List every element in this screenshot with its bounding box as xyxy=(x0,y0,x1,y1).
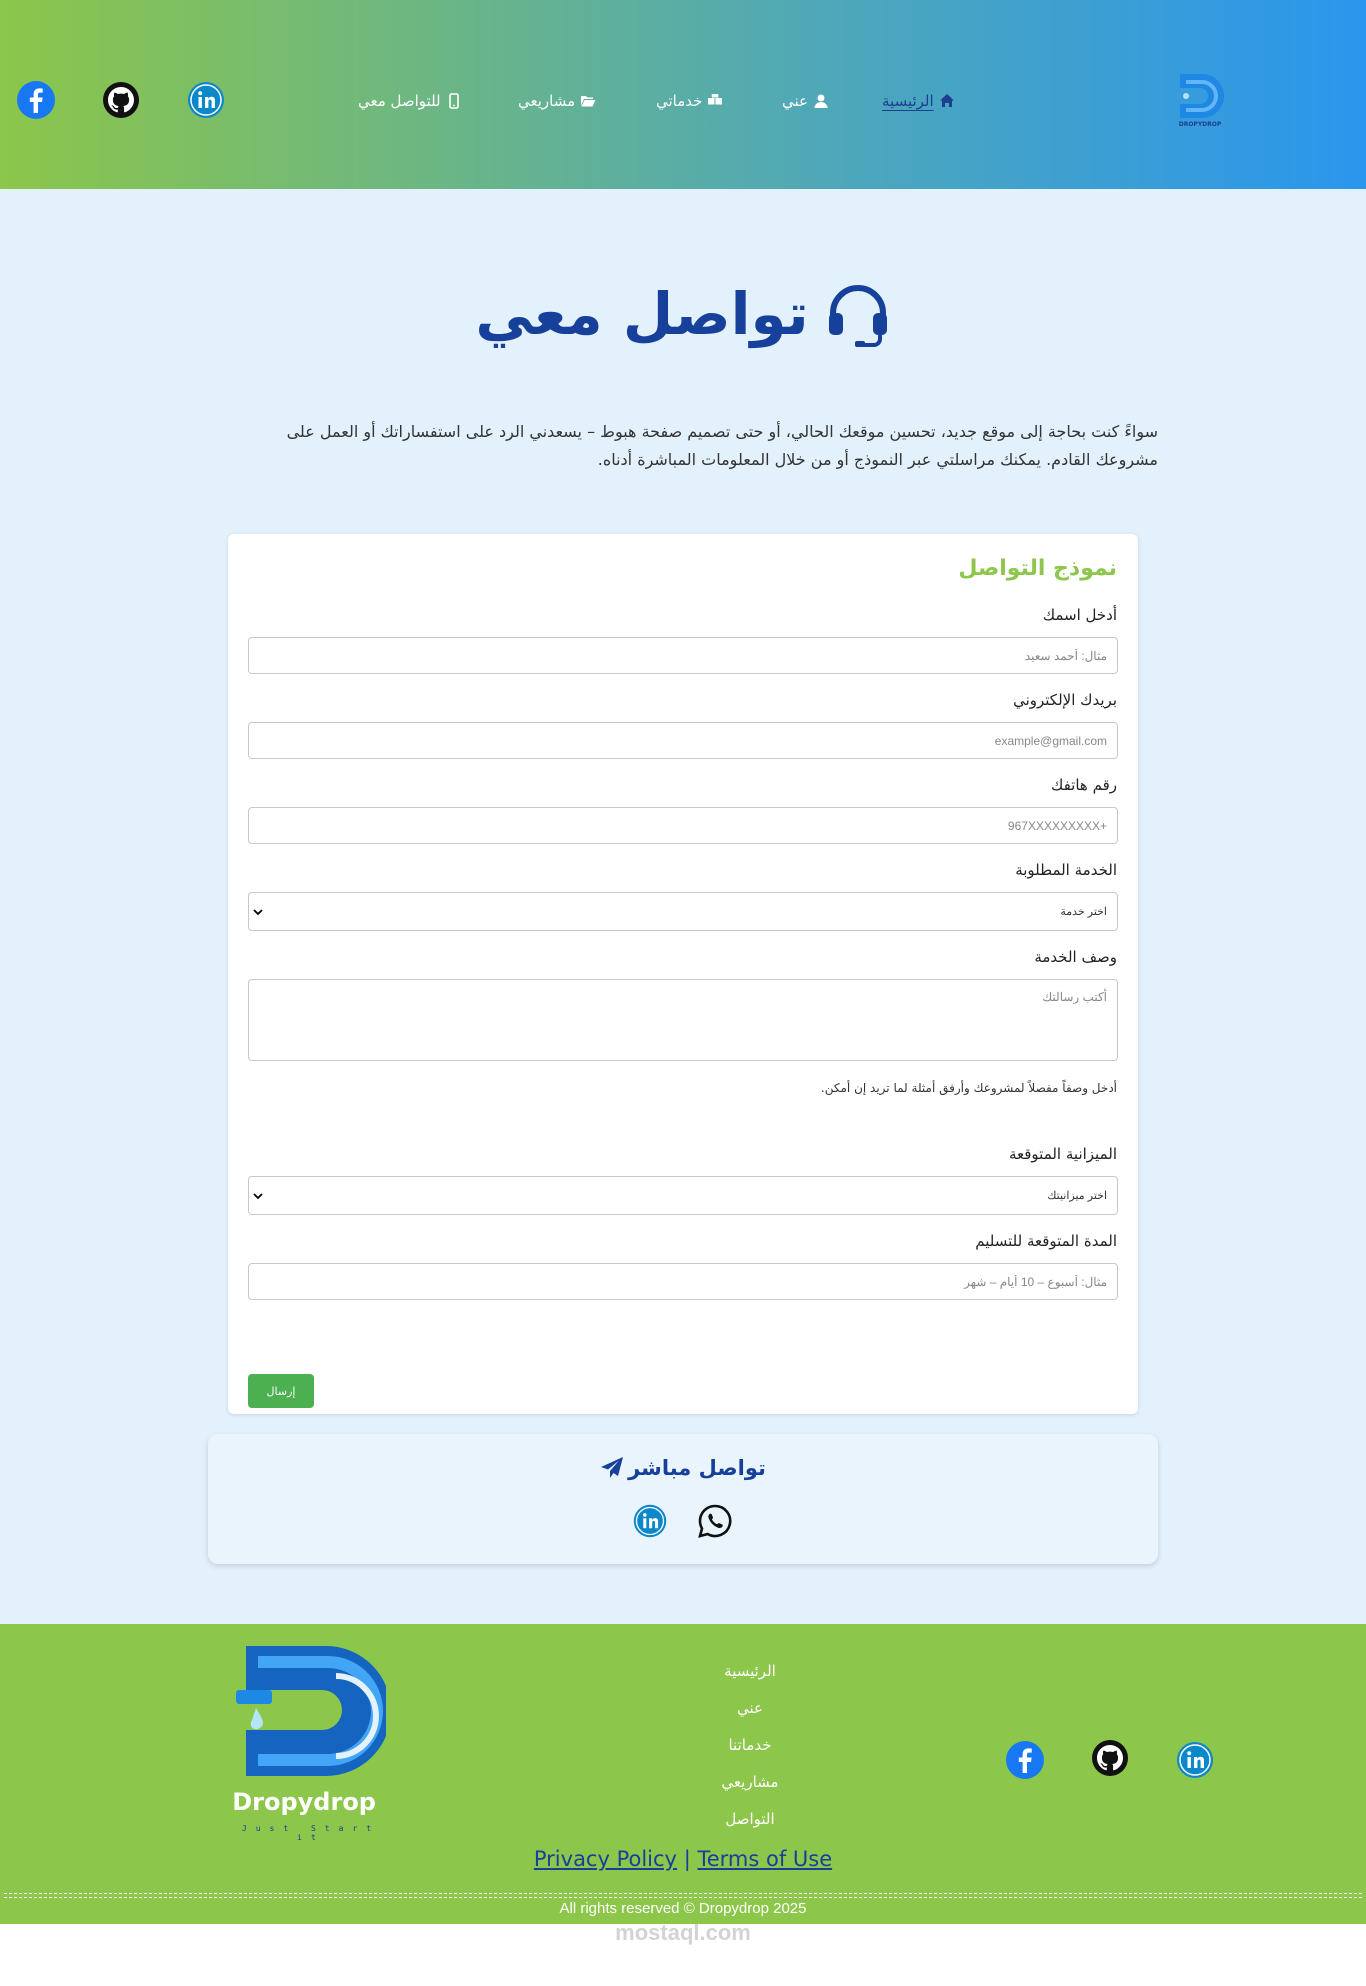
user-icon xyxy=(813,93,829,109)
email-input[interactable] xyxy=(248,722,1118,759)
legal-links xyxy=(0,1847,1366,1871)
copyright-text: All rights reserved © Dropydrop 2025 xyxy=(559,1900,807,1917)
nav-about[interactable] xyxy=(782,92,829,110)
chevron-down-icon xyxy=(252,906,264,918)
linkedin-icon[interactable] xyxy=(1175,1740,1215,1780)
folder-open-icon xyxy=(580,93,596,109)
desc-label: وصف الخدمة xyxy=(1034,948,1117,966)
nav-services-label: خدماتي xyxy=(656,92,703,110)
linkedin-icon[interactable] xyxy=(186,80,226,120)
boxes-icon xyxy=(707,93,723,109)
nav-projects-label: مشاريعي xyxy=(518,92,576,110)
nav-projects[interactable] xyxy=(518,92,596,110)
name-label: أدخل اسمك xyxy=(1042,606,1117,624)
nav-about-label: عني xyxy=(782,92,808,110)
nav-contact[interactable] xyxy=(358,92,462,110)
intro-text: سواءً كنت بحاجة إلى موقع جديد، تحسين موقعك الحالي، أو حتى تصميم صفحة هبوط – يسعدني الرد على استفساراتك أو العمل على مشروعك القادم. يمكنك مراسلتي عبر النموذج أو من خلال المعلومات المباشرة أدناه. xyxy=(286,422,1158,469)
duration-label: المدة المتوقعة للتسليم xyxy=(975,1232,1117,1250)
facebook-icon[interactable] xyxy=(16,80,56,120)
submit-button[interactable]: إرسال xyxy=(248,1374,314,1408)
desc-textarea[interactable] xyxy=(248,979,1118,1061)
home-icon xyxy=(939,93,955,109)
desc-hint: أدخل وصفاً مفصلاً لمشروعك وأرفق أمثلة لما تريد إن أمكن. xyxy=(820,1081,1117,1095)
duration-input[interactable] xyxy=(248,1263,1118,1300)
nav-home[interactable] xyxy=(882,92,955,110)
chevron-down-icon xyxy=(252,1190,264,1202)
name-input[interactable] xyxy=(248,637,1118,674)
direct-contact-card xyxy=(208,1434,1158,1564)
phone-input[interactable] xyxy=(248,807,1118,844)
github-icon[interactable] xyxy=(1090,1738,1130,1778)
whatsapp-icon[interactable] xyxy=(697,1503,733,1539)
email-label: بريدك الإلكتروني xyxy=(1013,691,1117,709)
page-title xyxy=(0,280,1366,348)
footer-logo-tagline: Just Start it xyxy=(241,1824,381,1842)
direct-title xyxy=(0,1456,1366,1480)
footer-link-about[interactable]: عني xyxy=(737,1699,763,1717)
footer-link-projects[interactable]: مشاريعي xyxy=(721,1773,779,1791)
service-label: الخدمة المطلوبة xyxy=(1015,861,1117,879)
paper-plane-icon xyxy=(600,1456,624,1480)
nav-home-label: الرئيسية xyxy=(882,92,934,110)
facebook-icon[interactable] xyxy=(1005,1740,1045,1780)
privacy-policy-link[interactable]: Privacy Policy xyxy=(533,1847,677,1871)
legal-separator: | xyxy=(683,1847,691,1871)
phone-label: رقم هاتفك xyxy=(1050,776,1117,794)
form-title: نموذج التواصل xyxy=(958,556,1117,581)
logo-text: DROPYDROP xyxy=(1178,121,1222,128)
nav-contact-label: للتواصل معي xyxy=(358,92,441,110)
footer-link-home[interactable]: الرئيسية xyxy=(724,1662,776,1680)
direct-title-text: تواصل مباشر xyxy=(628,1456,766,1480)
logo-icon[interactable] xyxy=(1172,68,1228,128)
github-icon[interactable] xyxy=(101,80,141,120)
mobile-icon xyxy=(446,93,462,109)
nav-services[interactable] xyxy=(656,92,723,110)
service-select[interactable] xyxy=(248,892,1118,931)
headset-icon xyxy=(825,281,891,347)
terms-of-use-link[interactable]: Terms of Use xyxy=(697,1847,833,1871)
footer-divider xyxy=(4,1893,1362,1894)
page-title-text: تواصل معي xyxy=(475,280,809,348)
linkedin-icon[interactable] xyxy=(632,1503,668,1539)
footer-link-contact[interactable]: التواصل xyxy=(725,1810,775,1828)
footer-logo-name: Dropydrop xyxy=(232,1788,376,1816)
watermark-text: mostaql.com xyxy=(615,1920,751,1945)
footer-divider xyxy=(4,1897,1362,1898)
budget-select[interactable] xyxy=(248,1176,1118,1215)
budget-label: الميزانية المتوقعة xyxy=(1008,1145,1117,1163)
footer-link-services[interactable]: خدماتنا xyxy=(728,1736,772,1754)
